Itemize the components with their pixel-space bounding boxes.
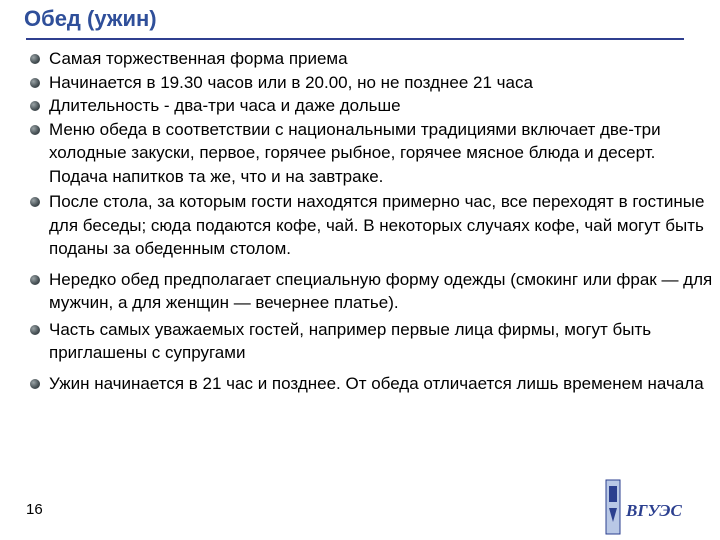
- bullet-icon: [30, 101, 40, 111]
- list-item-text: Самая торжественная форма приема: [49, 49, 348, 68]
- list-item-text: Нередко обед предполагает специальную форму одежды (смокинг или фрак — для мужчин, а для женщин — вечернее платье).: [49, 269, 713, 312]
- bullet-icon: [30, 275, 40, 285]
- list-item-text: Часть самых уважаемых гостей, например первые лица фирмы, могут быть приглашены с супругами: [49, 319, 652, 362]
- bullet-icon: [30, 325, 40, 335]
- list-item-text: Начинается в 19.30 часов или в 20.00, но не позднее 21 часа: [49, 72, 533, 92]
- bullet-icon: [30, 197, 40, 207]
- list-item-text: После стола, за которым гости находятся примерно час, все переходят в гостиные для беседы; сюда подаются кофе, чай. В некоторых случаях кофе, чай могут быть поданы за обеденным столом.: [49, 192, 705, 258]
- bullet-icon: [30, 379, 40, 389]
- list-item-text: Длительность - два-три часа и даже дольше: [49, 96, 401, 115]
- list-item: [28, 71, 718, 95]
- list-item: [28, 47, 718, 71]
- bullet-icon: [30, 78, 40, 88]
- list-item: [28, 318, 718, 365]
- list-item: [28, 118, 718, 189]
- list-item: [28, 268, 718, 315]
- list-item-text: Меню обеда в соответствии с национальными традициями включает две-три холодные закуски, первое, горячее рыбное, горячее мясное блюда и десерт. Подача напитков та же, что и на завтраке.: [49, 119, 661, 186]
- slide-title: Обед (ужин): [24, 6, 157, 31]
- list-item: [28, 372, 718, 396]
- list-item-text: Ужин начинается в 21 час и позднее. От обеда отличается лишь временем начала: [49, 373, 704, 393]
- university-logo: [604, 478, 696, 536]
- list-item: [28, 94, 718, 118]
- logo-text: ВГУЭС: [626, 501, 682, 520]
- title-underline: [26, 38, 684, 40]
- page-number: 16: [26, 501, 43, 518]
- list-item: [28, 190, 718, 261]
- bullet-list: [28, 47, 718, 395]
- bullet-icon: [30, 54, 40, 64]
- bullet-icon: [30, 125, 40, 135]
